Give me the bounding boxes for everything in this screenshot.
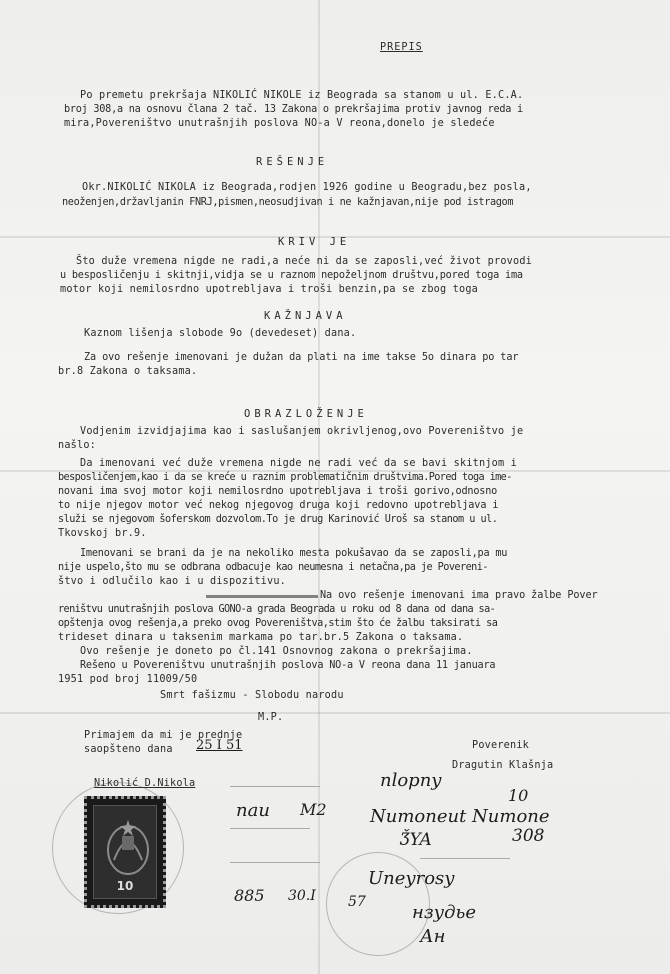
obrazlozenje-line-13: reništvu unutrašnjih poslova GONO-a grada Beograda u roku od 8 dana od dana sa-	[58, 604, 496, 615]
hand-signature-poverenik: nlopny	[380, 770, 442, 791]
tax-stamp-value: 10	[116, 879, 134, 893]
intro-line-3: mira,Povereništvo unutrašnjih poslova NO-a V reona,donelo je sledeće	[64, 118, 495, 129]
kaznjava-line-3: br.8 Zakona o taksama.	[58, 366, 198, 377]
obrazlozenje-line-14: opštenja ovog rešenja,a preko ovog Povereništva,stim što će žalbu taksirati sa	[58, 618, 498, 629]
document-title: PREPIS	[380, 42, 423, 53]
intro-line-2: broj 308,a na osnovu člana 2 tač. 13 Zakona o prekršajima protiv javnog reda i	[64, 104, 523, 115]
kaznjava-line-1: Kaznom lišenja slobode 9o (devedeset) dana.	[84, 328, 357, 339]
obrazlozenje-line-8: Tkovskoj br.9.	[58, 528, 147, 539]
hand-text-2: M2	[300, 800, 327, 819]
obrazlozenje-line-16: Ovo rešenje je doneto po čl.141 Osnovnog zakona o prekršajima.	[80, 646, 473, 657]
hand-text-12: Ан	[420, 926, 446, 947]
kriv-heading: KRIV JE	[278, 236, 351, 248]
obrazlozenje-line-17: Rešeno u Povereništvu unutrašnjih poslova NO-a V reona dana 11 januara	[80, 660, 496, 671]
obrazlozenje-line-4: besposličenjem,kao i da se kreće u raznim problematičnim društvima.Pored toga ime-	[58, 472, 512, 483]
obrazlozenje-line-2: našlo:	[58, 440, 97, 451]
faint-form-line-2	[230, 828, 310, 830]
struck-typing	[206, 595, 318, 598]
faint-form-line-1	[230, 786, 320, 788]
receipt-date: 25 I 51	[196, 738, 243, 753]
kriv-line-3: motor koji nemilosrdno upotrebljava i troši benzin,pa se zbog toga	[60, 284, 479, 295]
obrazlozenje-line-1: Vodjenim izvidjajima kao i saslušanjem okrivljenog,ovo Povereništvo je	[80, 426, 524, 437]
tax-stamp	[84, 796, 166, 908]
hand-text-8: 885	[234, 886, 265, 905]
obrazlozenje-line-3: Da imenovani već duže vremena nigde ne radi već da se bavi skitnjom i	[80, 458, 518, 469]
obrazlozenje-line-5: novani ima svoj motor koji nemilosrdno upotrebljava i troši gorivo,odnosno	[58, 486, 498, 497]
fold-line-horizontal-3	[0, 712, 670, 714]
poverenik-name: Dragutin Klašnja	[452, 760, 554, 771]
hand-text-4: Numoneut Numone	[370, 806, 550, 827]
receipt-line-2: saopšteno dana	[84, 744, 173, 755]
slogan: Smrt fašizmu - Slobodu narodu	[160, 690, 344, 701]
hand-text-3: 10	[508, 786, 529, 805]
hand-text-1: nau	[236, 800, 270, 821]
hand-text-6: 308	[512, 826, 545, 846]
obrazlozenje-line-10: nije uspelo,što mu se odbrana odbacuje kao neumesna i netačna,pa je Povereni-	[58, 562, 488, 573]
resenje-heading: REŠENJE	[256, 156, 329, 168]
obrazlozenje-line-11: štvo i odlučilo kao i u dispozitivu.	[58, 576, 287, 587]
faint-form-line-3	[230, 862, 320, 864]
faint-form-line-4	[420, 858, 510, 860]
hand-text-10: 57	[348, 894, 366, 910]
obrazlozenje-line-12: Na ovo rešenje imenovani ima pravo žalbe Pover	[320, 590, 598, 601]
hand-text-9: 30.I	[288, 888, 316, 904]
kriv-line-2: u besposličenju i skitnji,vidja se u raznom nepoželjnom društvu,pored toga ima	[60, 270, 523, 281]
obrazlozenje-heading: OBRAZLOŽENJE	[244, 408, 368, 420]
obrazlozenje-line-9: Imenovani se brani da je na nekoliko mesta pokušavao da se zaposli,pa mu	[80, 548, 508, 559]
obrazlozenje-line-7: služi se njegovom šoferskom dozvolom.To je drug Karinović Uroš sa stanom u ul.	[58, 514, 498, 525]
kaznjava-line-2: Za ovo rešenje imenovani je dužan da plati na ime takse 5o dinara po tar	[84, 352, 519, 363]
recipient-name: Nikolić D.Nikola	[94, 778, 196, 789]
obrazlozenje-line-6: to nije njegov motor već nekog njegovog druga koji redovno upotrebljava i	[58, 500, 499, 511]
intro-line-1: Po premetu prekršaja NIKOLIĆ NIKOLE iz Beograda sa stanom u ul. E.C.A.	[80, 90, 524, 101]
resenje-line-2: neoženjen,državljanin FNRJ,pismen,neosudjivan i ne kažnjavan,nije pod istragom	[62, 197, 514, 208]
kaznjava-heading: KAŽNJAVA	[264, 310, 347, 322]
hand-text-7: Uneyrosy	[368, 868, 455, 889]
obrazlozenje-line-15: trideset dinara u taksenim markama po tar.br.5 Zakona o taksama.	[58, 632, 464, 643]
resenje-line-1: Okr.NIKOLIĆ NIKOLA iz Beograda,rodjen 1926 godine u Beogradu,bez posla,	[82, 182, 532, 193]
kriv-line-1: Što duže vremena nigde ne radi,a neće ni da se zaposli,već život provodi	[76, 256, 533, 267]
hand-text-11: нзудье	[412, 902, 476, 923]
hand-text-5: ǮYA	[400, 830, 432, 850]
mp-mark: M.P.	[258, 712, 284, 723]
poverenik-title: Poverenik	[472, 740, 530, 751]
obrazlozenje-line-18: 1951 pod broj 11009/50	[58, 674, 198, 685]
receipt-line-1: Primajem da mi je prednje	[84, 730, 243, 741]
